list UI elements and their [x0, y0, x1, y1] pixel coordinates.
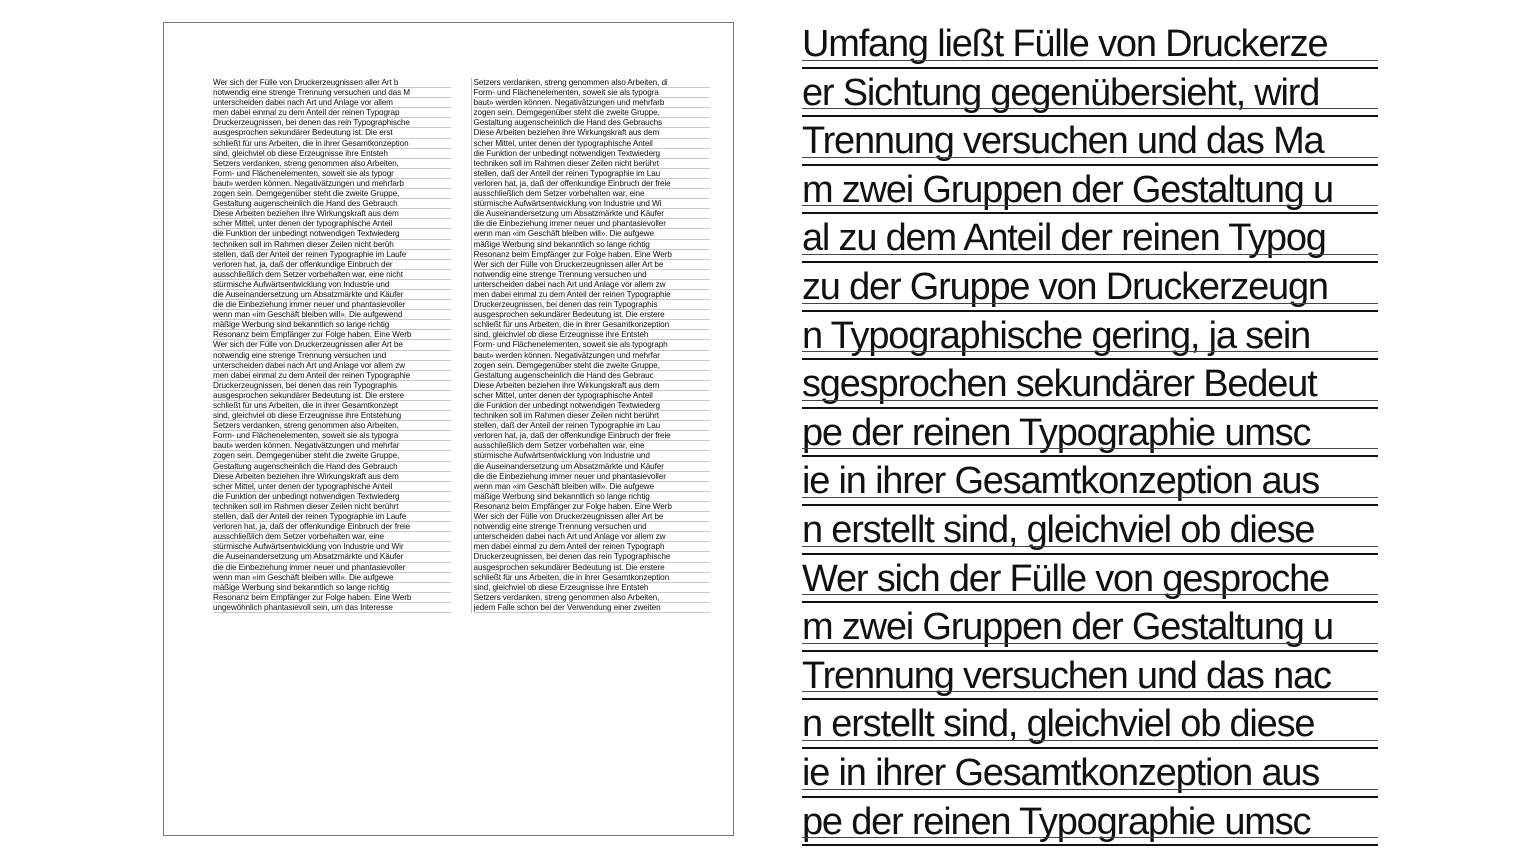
column-2-line: zogen sein. Demgegenüber steht die zweite Gruppe,: [474, 361, 711, 371]
column-2-line: die die Einbeziehung immer neuer und phantasievoller: [474, 219, 711, 229]
column-1-line: die die Einbeziehung immer neuer und phantasievoller: [213, 300, 451, 310]
column-1-line: stellen, daß der Anteil der reinen Typographie im Laufe: [213, 512, 451, 522]
column-1-line: Druckerzeugnissen, bei denen das rein Typographische: [213, 118, 451, 128]
column-1-line: ausschließlich dem Setzer vorbehalten war, eine: [213, 532, 451, 542]
column-2-line: Gestaltung augenscheinlich die Hand des Gebrauc: [474, 371, 711, 381]
column-2-line: die Funktion der unbedingt notwendigen Textwiederg: [474, 149, 711, 159]
column-1-line: zogen sein. Demgegenüber steht die zweite Gruppe,: [213, 451, 451, 461]
column-1-line: techniken soll im Rahmen dieser Zeilen nicht berührt: [213, 502, 451, 512]
large-text-line: Wer sich der Fülle von gesproche: [802, 555, 1378, 604]
column-1-line: mäßige Werbung sind bekanntlich so lange richtig: [213, 583, 451, 593]
column-1-line: notwendig eine strenge Trennung versuchen und: [213, 351, 451, 361]
column-2-line: mäßige Werbung sind bekanntlich so lange richtig: [474, 492, 711, 502]
column-1-line: notwendig eine strenge Trennung versuchen und das M: [213, 88, 451, 98]
large-text-line: n erstellt sind, gleichviel ob diese: [802, 506, 1378, 555]
column-1-line: die Funktion der unbedingt notwendigen Textwiederg: [213, 492, 451, 502]
column-1-line: unterscheiden dabei nach Art und Anlage vor allem zw: [213, 361, 451, 371]
column-2-line: die die Einbeziehung immer neuer und phantasievoller: [474, 472, 711, 482]
column-2-line: techniken soll im Rahmen dieser Zeilen nicht berührt: [474, 159, 711, 169]
column-2-line: Diese Arbeiten beziehen ihre Wirkungskraft aus dem: [474, 128, 711, 138]
column-1-line: wenn man «im Geschäft bleiben will». Die aufgewend: [213, 310, 451, 320]
column-1-line: Form- und Flächenelementen, soweit sie als typogr: [213, 169, 451, 179]
column-1-line: schließt für uns Arbeiten, die in ihrer Gesamtkonzept: [213, 401, 451, 411]
column-1-line: ausgesprochen sekundärer Bedeutung ist. Die erst: [213, 128, 451, 138]
column-2-line: wenn man «im Geschäft bleiben will». Die aufgewe: [474, 229, 711, 239]
column-2-line: men dabei einmal zu dem Anteil der reinen Typographie: [474, 290, 711, 300]
column-1-line: verloren hat, ja, daß der offenkundige Einbruch der: [213, 260, 451, 270]
column-1-line: stürmische Aufwärtsentwicklung von Industrie und: [213, 280, 451, 290]
column-1-line: scher Mittel, unter denen der typographische Anteil: [213, 219, 451, 229]
large-text-line: n Typographische gering, ja sein: [802, 312, 1378, 361]
column-1-line: stellen, daß der Anteil der reinen Typographie im Laufe: [213, 250, 451, 260]
column-2-line: schließt für uns Arbeiten, die in ihrer Gesamtkonzeption: [474, 320, 711, 330]
column-1-line: die Auseinandersetzung um Absatzmärkte und Käufer: [213, 552, 451, 562]
text-column-2: [471, 78, 711, 613]
text-column-1: [213, 78, 451, 613]
column-2-line: stellen, daß der Anteil der reinen Typographie im Lau: [474, 169, 711, 179]
column-1-line: unterscheiden dabei nach Art und Anlage vor allem: [213, 98, 451, 108]
column-1-line: Diese Arbeiten beziehen ihre Wirkungskraft aus dem: [213, 472, 451, 482]
column-2-line: wenn man «im Geschäft bleiben will». Die aufgewe: [474, 482, 711, 492]
column-2-line: ausschließlich dem Setzer vorbehalten war, eine: [474, 441, 711, 451]
column-2-line: baut» werden können. Negativätzungen und mehrfarb: [474, 98, 711, 108]
column-2-line: notwendig eine strenge Trennung versuchen und: [474, 522, 711, 532]
column-2-line: ausschließlich dem Setzer vorbehalten war, eine: [474, 189, 711, 199]
column-2-line: die Auseinandersetzung um Absatzmärkte und Käufer: [474, 209, 711, 219]
large-text-line: al zu dem Anteil der reinen Typog: [802, 214, 1378, 263]
column-1-line: ungewöhnlich phantasievoll sein, um das Interesse: [213, 603, 451, 613]
column-1-line: Druckerzeugnissen, bei denen das rein Typographis: [213, 381, 451, 391]
large-text-line: zu der Gruppe von Druckerzeugn: [802, 263, 1378, 312]
large-text-line: sgesprochen sekundärer Bedeut: [802, 360, 1378, 409]
column-2-line: stürmische Aufwärtsentwicklung von Industrie und Wi: [474, 199, 711, 209]
column-2-line: Druckerzeugnissen, bei denen das rein Typographis: [474, 300, 711, 310]
column-1-line: Wer sich der Fülle von Druckerzeugnissen aller Art b: [213, 78, 451, 88]
column-1-line: ausschließlich dem Setzer vorbehalten war, eine nicht: [213, 270, 451, 280]
column-2-line: stürmische Aufwärtsentwicklung von Industrie und: [474, 451, 711, 461]
column-2-line: Setzers verdanken, streng genommen also Arbeiten, di: [474, 78, 711, 88]
large-text-line: pe der reinen Typographie umsc: [802, 409, 1378, 458]
large-text-line: m zwei Gruppen der Gestaltung u: [802, 603, 1378, 652]
column-2-line: jedem Falle schon bei der Verwendung einer zweiten: [474, 603, 711, 613]
column-2-line: verloren hat, ja, daß der offenkundige Einbruch der freie: [474, 179, 711, 189]
column-2-line: scher Mittel, unter denen der typographische Anteil: [474, 391, 711, 401]
two-column-text: [213, 78, 710, 613]
column-2-line: Resonanz beim Empfänger zur Folge haben. Eine Werb: [474, 502, 711, 512]
column-1-line: Gestaltung augenscheinlich die Hand des Gebrauch: [213, 462, 451, 472]
column-2-line: Resonanz beim Empfänger zur Folge haben. Eine Werb: [474, 250, 711, 260]
column-2-line: Druckerzeugnissen, bei denen das rein Typographische: [474, 552, 711, 562]
column-1-line: sind, gleichviel ob diese Erzeugnisse ihre Entstehung: [213, 411, 451, 421]
column-1-line: men dabei einmal zu dem Anteil der reinen Typographie: [213, 371, 451, 381]
column-2-line: die Funktion der unbedingt notwendigen Textwiederg: [474, 401, 711, 411]
column-1-line: ausgesprochen sekundärer Bedeutung ist. Die erstere: [213, 391, 451, 401]
column-1-line: mäßige Werbung sind bekanntlich so lange richtig: [213, 320, 451, 330]
large-text-line: Trennung versuchen und das nac: [802, 652, 1378, 701]
large-text-line: m zwei Gruppen der Gestaltung u: [802, 166, 1378, 215]
column-1-line: sind, gleichviel ob diese Erzeugnisse ihre Entsteh: [213, 149, 451, 159]
column-2-line: stellen, daß der Anteil der reinen Typographie im Lau: [474, 421, 711, 431]
column-1-line: Resonanz beim Empfänger zur Folge haben. Eine Werb: [213, 330, 451, 340]
column-1-line: Setzers verdanken, streng genommen also Arbeiten,: [213, 159, 451, 169]
column-1-line: die Auseinandersetzung um Absatzmärkte und Käufer: [213, 290, 451, 300]
column-2-line: Wer sich der Fülle von Druckerzeugnissen aller Art be: [474, 512, 711, 522]
column-1-line: scher Mittel, unter denen der typographische Anteil: [213, 482, 451, 492]
large-text-line: er Sichtung gegenübersieht, wird: [802, 69, 1378, 118]
right-page-large-text: [802, 20, 1378, 846]
column-1-line: Resonanz beim Empfänger zur Folge haben. Eine Werb: [213, 593, 451, 603]
column-2-line: Form- und Flächenelementen, soweit sie als typograph: [474, 340, 711, 350]
column-2-line: die Auseinandersetzung um Absatzmärkte und Käufer: [474, 462, 711, 472]
column-2-line: mäßige Werbung sind bekanntlich so lange richtig: [474, 240, 711, 250]
column-1-line: Wer sich der Fülle von Druckerzeugnissen aller Art be: [213, 340, 451, 350]
column-1-line: techniken soll im Rahmen dieser Zeilen nicht berüh: [213, 240, 451, 250]
column-1-line: baut» werden können. Negativätzungen und mehrfar: [213, 441, 451, 451]
column-1-line: Form- und Flächenelementen, soweit sie als typogra: [213, 431, 451, 441]
column-2-line: men dabei einmal zu dem Anteil der reinen Typograph: [474, 542, 711, 552]
column-2-line: unterscheiden dabei nach Art und Anlage vor allem zw: [474, 280, 711, 290]
column-2-line: ausgesprochen sekundärer Bedeutung ist. Die erstere: [474, 310, 711, 320]
large-text-line: Umfang ließt Fülle von Druckerze: [802, 20, 1378, 69]
column-2-line: Gestaltung augenscheinlich die Hand des Gebrauchs: [474, 118, 711, 128]
column-2-line: sind, gleichviel ob diese Erzeugnisse ihre Entsteh: [474, 583, 711, 593]
column-2-line: Diese Arbeiten beziehen ihre Wirkungskraft aus dem: [474, 381, 711, 391]
column-1-line: men dabei einmal zu dem Anteil der reinen Typograp: [213, 108, 451, 118]
column-2-line: notwendig eine strenge Trennung versuchen und: [474, 270, 711, 280]
column-2-line: sind, gleichviel ob diese Erzeugnisse ihre Entsteh: [474, 330, 711, 340]
column-1-line: stürmische Aufwärtsentwicklung von Industrie und Wir: [213, 542, 451, 552]
column-1-line: die die Einbeziehung immer neuer und phantasievoller: [213, 563, 451, 573]
column-1-line: wenn man «im Geschäft bleiben will». Die aufgewe: [213, 573, 451, 583]
column-1-line: die Funktion der unbedingt notwendigen Textwiederg: [213, 229, 451, 239]
column-2-line: verloren hat, ja, daß der offenkundige Einbruch der freie: [474, 431, 711, 441]
column-2-line: Form- und Flächenelementen, soweit sie als typogra: [474, 88, 711, 98]
column-1-line: Setzers verdanken, streng genommen also Arbeiten,: [213, 421, 451, 431]
large-text-line: n erstellt sind, gleichviel ob diese: [802, 700, 1378, 749]
left-page: [163, 22, 734, 836]
column-2-line: Setzers verdanken, streng genommen also Arbeiten,: [474, 593, 711, 603]
large-text-line: ie in ihrer Gesamtkonzeption aus: [802, 749, 1378, 798]
column-1-line: Gestaltung augenscheinlich die Hand des Gebrauch: [213, 199, 451, 209]
column-2-line: unterscheiden dabei nach Art und Anlage vor allem zw: [474, 532, 711, 542]
large-text-line: pe der reinen Typographie umsc: [802, 798, 1378, 847]
column-2-line: baut» werden können. Negativätzungen und mehrfar: [474, 351, 711, 361]
column-2-line: schließt für uns Arbeiten, die in ihrer Gesamtkonzeption: [474, 573, 711, 583]
column-2-line: ausgesprochen sekundärer Bedeutung ist. Die erstere: [474, 563, 711, 573]
column-1-line: schließt für uns Arbeiten, die in ihrer Gesamtkonzeption: [213, 139, 451, 149]
column-2-line: Wer sich der Fülle von Druckerzeugnissen aller Art be: [474, 260, 711, 270]
column-1-line: Diese Arbeiten beziehen ihre Wirkungskraft aus dem: [213, 209, 451, 219]
large-text-line: ie in ihrer Gesamtkonzeption aus: [802, 457, 1378, 506]
column-2-line: zogen sein. Demgegenüber steht die zweite Gruppe,: [474, 108, 711, 118]
column-1-line: baut» werden können. Negativätzungen und mehrfarb: [213, 179, 451, 189]
large-text-line: Trennung versuchen und das Ma: [802, 117, 1378, 166]
column-2-line: techniken soll im Rahmen dieser Zeilen nicht berührt: [474, 411, 711, 421]
column-1-line: verloren hat, ja, daß der offenkundige Einbruch der freie: [213, 522, 451, 532]
column-2-line: scher Mittel, unter denen der typographische Anteil: [474, 139, 711, 149]
column-1-line: zogen sein. Demgegenüber steht die zweite Gruppe,: [213, 189, 451, 199]
